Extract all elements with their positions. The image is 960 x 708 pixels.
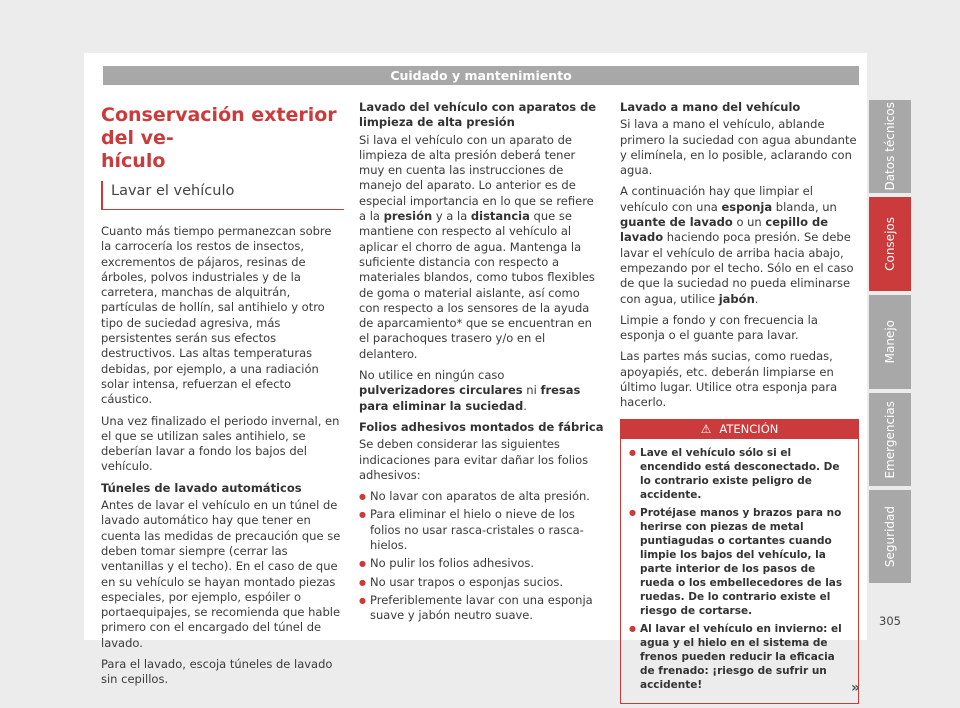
warning-triangle-icon: ⚠ <box>700 421 712 436</box>
warning-header: ⚠ ATENCIÓN <box>621 419 858 439</box>
bullet-list <box>359 489 604 623</box>
warning-list <box>629 446 850 692</box>
paragraph: Limpie a fondo y con frecuencia la esponja o el guante para lavar. <box>620 312 818 343</box>
paragraph: Las partes más sucias, como ruedas, apoyapiés, etc. deberán limpiarse en último lugar. Utilice otra esponja para hacerlo. <box>620 349 838 410</box>
subheading: Folios adhesivos montados de fábrica <box>359 419 604 434</box>
warning-body <box>621 439 858 703</box>
subheading: Lavado a mano del vehículo <box>620 100 801 114</box>
list-item: ● Para eliminar el hielo o nieve de los folios no usar rasca-cristales o rasca-hielos. <box>359 507 604 553</box>
list-item: ● Preferiblemente lavar con una esponja suave y jabón neutro suave. <box>359 593 604 624</box>
warning-item: ● Al lavar el vehículo en invierno: el agua y el hielo en el sistema de frenos pueden reducir la eficacia de frenado: ¡riesgo de sufrir un accidente! <box>629 622 850 692</box>
paragraph: Se deben considerar las siguientes indicaciones para evitar dañar los folios adhesivos: <box>359 437 589 482</box>
subheading: Lavado del vehículo con aparatos de limpieza de alta presión <box>359 100 597 130</box>
chapter-header: Cuidado y mantenimiento <box>103 66 859 85</box>
paragraph: Si lava el vehículo con un aparato de limpieza de alta presión deberá tener muy en cuenta las instrucciones de manejo del aparato. Lo anterior es de especial importancia en lo que se refiere a la presión y a la distancia que se mantiene con respecto al vehículo al aplicar el chorro de agua. Mantenga la suficiente distancia con respecto a materiales blandos, como tubos flexibles de goma o material aislante, así como con respecto a los sensores de la ayuda de aparcamiento* que se encuentran en el parachoques trasero y/o en el delantero. <box>359 132 595 361</box>
paragraph: Cuanto más tiempo permanezcan sobre la carrocería los restos de insectos, excrementos de pájaros, resinas de árboles, polvos industriales y de la carretera, manchas de alquitrán, partículas de hollín, sal antihielo y otro tipo de suciedad agresiva, más persistentes serán sus efectos destructivos. Las altas temperaturas debidas, por ejemplo, a una radiación solar intensa, refuerzan el efecto cáustico. <box>101 224 332 407</box>
paragraph: A continuación hay que limpiar el vehículo con una esponja blanda, un guante de lavado o un cepillo de lavado haciendo poca presión. Se debe lavar el vehículo de arriba hacia abajo, empezando por el techo. Sólo en el caso de que la suciedad no pueda eliminarse con agua, utilice jabón. <box>620 184 854 306</box>
paragraph: Para el lavado, escoja túneles de lavado sin cepillos. <box>101 657 333 687</box>
list-item: ● No pulir los folios adhesivos. <box>359 556 604 571</box>
page-number: 305 <box>879 614 901 628</box>
list-item: ● No lavar con aparatos de alta presión. <box>359 489 604 504</box>
tab-seguridad[interactable]: Seguridad <box>869 490 911 583</box>
warning-item: ● Protéjase manos y brazos para no herirse con piezas de metal puntiagudas o cortantes cuando limpie los bajos del vehículo, la parte interior de los pasos de rueda o los embellecedores de las ruedas. De lo contrario existe el riesgo de cortarse. <box>629 506 850 618</box>
paragraph: Antes de lavar el vehículo en un túnel de lavado automático hay que tener en cuenta las medidas de precaución que se deben tomar siempre (cerrar las ventanillas y el techo). En el caso de que en su vehículo se hayan montado piezas especiales, por ejemplo, espóiler o portaequipajes, se recomienda que hable primero con el encargado del túnel de lavado. <box>101 498 341 650</box>
paragraph: No utilice en ningún caso pulverizadores circulares ni fresas para eliminar la suciedad. <box>359 368 581 413</box>
column-2 <box>359 100 604 630</box>
column-1 <box>101 104 344 694</box>
tab-consejos[interactable]: Consejos <box>869 197 911 291</box>
paragraph: Si lava a mano el vehículo, ablande primero la suciedad con agua abundante y elimínela, en lo posible, aclarando con agua. <box>620 117 857 178</box>
continue-arrow-icon: » <box>850 679 860 696</box>
warning-box <box>620 419 859 704</box>
warning-item: ● Lave el vehículo sólo si el encendido está desconectado. De lo contrario existe peligro de accidente. <box>629 446 850 502</box>
tab-datos-tecnicos[interactable]: Datos técnicos <box>869 100 911 193</box>
tab-manejo[interactable]: Manejo <box>869 295 911 389</box>
section-subtitle: Lavar el vehículo <box>101 181 344 210</box>
column-3 <box>620 100 859 704</box>
subheading: Túneles de lavado automáticos <box>101 480 302 495</box>
tab-emergencias[interactable]: Emergencias <box>869 393 911 486</box>
paragraph: Una vez finalizado el periodo invernal, en el que se utilizan sales antihielo, se deberían lavar a fondo los bajos del vehículo. <box>101 413 340 474</box>
list-item: ● No usar trapos o esponjas sucios. <box>359 575 604 590</box>
section-title: Conservación exterior del ve- hículo <box>101 104 337 172</box>
